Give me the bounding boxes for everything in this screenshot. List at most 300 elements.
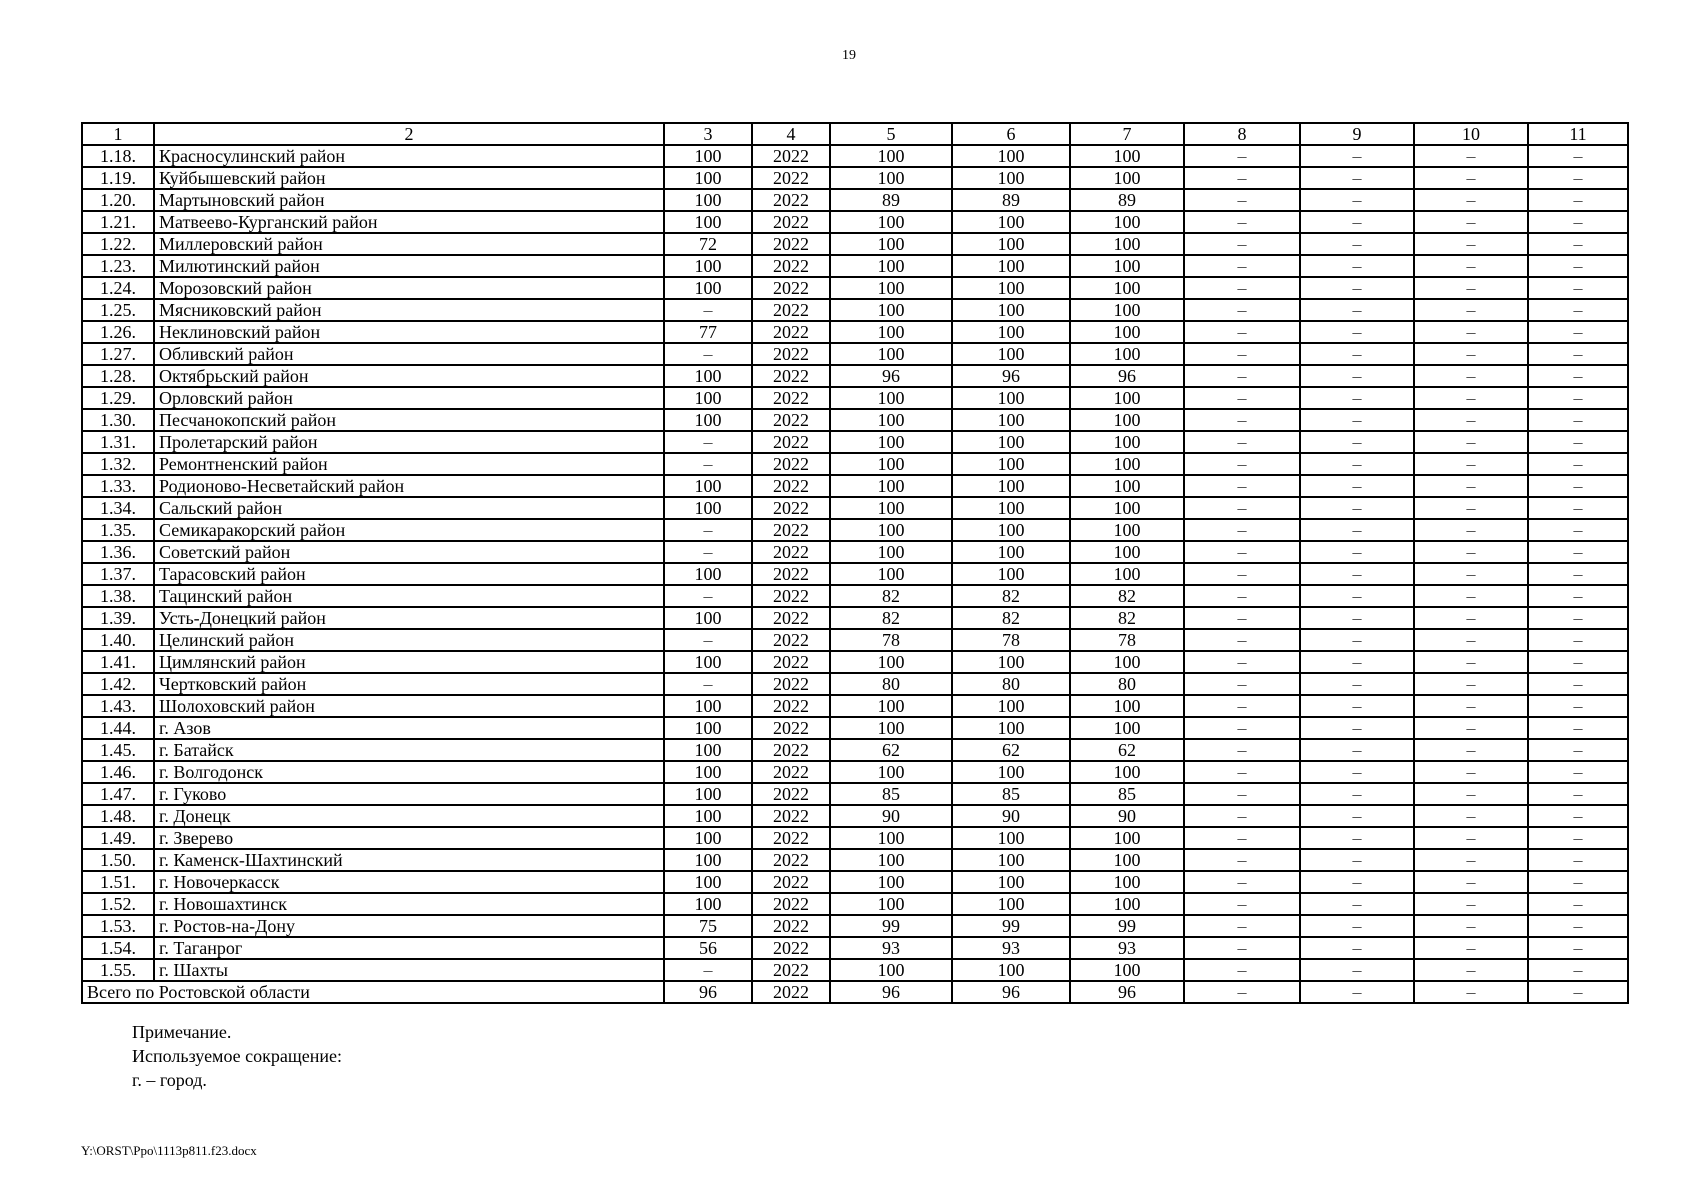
territory-name-cell: г. Новочеркасск: [154, 871, 664, 893]
value-cell: –: [1184, 233, 1300, 255]
territory-name-cell: Сальский район: [154, 497, 664, 519]
value-cell: –: [1184, 849, 1300, 871]
territory-name-cell: г. Волгодонск: [154, 761, 664, 783]
total-value-cell: 2022: [752, 981, 830, 1003]
value-cell: 100: [1070, 255, 1184, 277]
value-cell: 100: [664, 189, 752, 211]
table-row: [82, 343, 1628, 365]
row-number-cell: 1.18.: [82, 145, 154, 167]
table-row: [82, 167, 1628, 189]
value-cell: 2022: [752, 827, 830, 849]
value-cell: –: [1528, 233, 1628, 255]
value-cell: 100: [830, 563, 952, 585]
value-cell: –: [1300, 695, 1414, 717]
value-cell: –: [1414, 563, 1528, 585]
value-cell: –: [1414, 871, 1528, 893]
value-cell: 100: [830, 497, 952, 519]
value-cell: –: [1528, 915, 1628, 937]
row-number-cell: 1.20.: [82, 189, 154, 211]
table-row: [82, 475, 1628, 497]
value-cell: –: [1528, 717, 1628, 739]
value-cell: –: [1184, 563, 1300, 585]
row-number-cell: 1.33.: [82, 475, 154, 497]
row-number-cell: 1.41.: [82, 651, 154, 673]
value-cell: –: [664, 673, 752, 695]
territory-name-cell: Орловский район: [154, 387, 664, 409]
value-cell: –: [1528, 849, 1628, 871]
header-cell: 9: [1300, 123, 1414, 145]
table-row: [82, 563, 1628, 585]
value-cell: –: [1184, 651, 1300, 673]
value-cell: –: [1528, 761, 1628, 783]
value-cell: 100: [1070, 519, 1184, 541]
value-cell: 2022: [752, 365, 830, 387]
table-row: [82, 585, 1628, 607]
value-cell: –: [1414, 145, 1528, 167]
territory-name-cell: Усть-Донецкий район: [154, 607, 664, 629]
value-cell: –: [1300, 255, 1414, 277]
total-value-cell: 96: [664, 981, 752, 1003]
table-row: [82, 277, 1628, 299]
value-cell: 2022: [752, 937, 830, 959]
value-cell: 100: [952, 519, 1070, 541]
value-cell: 100: [952, 651, 1070, 673]
value-cell: 90: [952, 805, 1070, 827]
table-row: [82, 651, 1628, 673]
value-cell: –: [1528, 343, 1628, 365]
value-cell: –: [1300, 299, 1414, 321]
value-cell: –: [664, 585, 752, 607]
header-cell: 5: [830, 123, 952, 145]
value-cell: 90: [830, 805, 952, 827]
row-number-cell: 1.30.: [82, 409, 154, 431]
value-cell: –: [1528, 585, 1628, 607]
value-cell: 100: [952, 453, 1070, 475]
value-cell: 100: [830, 651, 952, 673]
value-cell: 82: [830, 585, 952, 607]
territory-name-cell: г. Азов: [154, 717, 664, 739]
value-cell: 2022: [752, 211, 830, 233]
note-line: г. – город.: [132, 1070, 207, 1090]
total-value-cell: –: [1184, 981, 1300, 1003]
value-cell: 100: [1070, 233, 1184, 255]
territory-name-cell: Тарасовский район: [154, 563, 664, 585]
territory-name-cell: Чертковский район: [154, 673, 664, 695]
value-cell: –: [1300, 915, 1414, 937]
value-cell: –: [1528, 673, 1628, 695]
value-cell: 2022: [752, 343, 830, 365]
value-cell: –: [1184, 453, 1300, 475]
table-row: [82, 233, 1628, 255]
value-cell: 2022: [752, 783, 830, 805]
value-cell: 78: [830, 629, 952, 651]
value-cell: 100: [664, 827, 752, 849]
territory-name-cell: Тацинский район: [154, 585, 664, 607]
value-cell: 100: [952, 211, 1070, 233]
value-cell: –: [1414, 409, 1528, 431]
value-cell: 82: [1070, 607, 1184, 629]
value-cell: 100: [1070, 893, 1184, 915]
value-cell: –: [1414, 189, 1528, 211]
header-cell: 10: [1414, 123, 1528, 145]
table-row: [82, 387, 1628, 409]
value-cell: –: [1414, 255, 1528, 277]
value-cell: –: [1300, 761, 1414, 783]
value-cell: –: [1528, 607, 1628, 629]
territory-name-cell: Миллеровский район: [154, 233, 664, 255]
value-cell: 100: [664, 893, 752, 915]
value-cell: 100: [664, 783, 752, 805]
row-number-cell: 1.53.: [82, 915, 154, 937]
value-cell: 100: [830, 343, 952, 365]
value-cell: 100: [952, 475, 1070, 497]
value-cell: 100: [664, 563, 752, 585]
row-number-cell: 1.46.: [82, 761, 154, 783]
value-cell: –: [1528, 629, 1628, 651]
header-cell: 3: [664, 123, 752, 145]
value-cell: –: [1184, 915, 1300, 937]
value-cell: –: [1184, 937, 1300, 959]
value-cell: 100: [952, 541, 1070, 563]
total-value-cell: 96: [952, 981, 1070, 1003]
value-cell: –: [1300, 827, 1414, 849]
value-cell: 100: [1070, 211, 1184, 233]
value-cell: –: [1300, 805, 1414, 827]
header-cell: 8: [1184, 123, 1300, 145]
value-cell: 100: [952, 343, 1070, 365]
value-cell: –: [1528, 255, 1628, 277]
value-cell: –: [1184, 717, 1300, 739]
value-cell: –: [1528, 321, 1628, 343]
value-cell: 2022: [752, 475, 830, 497]
value-cell: 100: [830, 717, 952, 739]
value-cell: 100: [952, 277, 1070, 299]
value-cell: 2022: [752, 805, 830, 827]
value-cell: –: [1414, 233, 1528, 255]
row-number-cell: 1.31.: [82, 431, 154, 453]
value-cell: 100: [1070, 321, 1184, 343]
value-cell: –: [1528, 519, 1628, 541]
value-cell: 100: [830, 475, 952, 497]
row-number-cell: 1.48.: [82, 805, 154, 827]
table-row: [82, 431, 1628, 453]
value-cell: 100: [952, 871, 1070, 893]
territory-name-cell: Родионово-Несветайский район: [154, 475, 664, 497]
value-cell: –: [1528, 409, 1628, 431]
value-cell: –: [1414, 519, 1528, 541]
value-cell: –: [1528, 871, 1628, 893]
table-row: [82, 805, 1628, 827]
table-row: [82, 783, 1628, 805]
territory-name-cell: Цимлянский район: [154, 651, 664, 673]
value-cell: 100: [664, 387, 752, 409]
value-cell: 100: [952, 145, 1070, 167]
value-cell: 100: [830, 145, 952, 167]
territory-name-cell: Матвеево-Курганский район: [154, 211, 664, 233]
value-cell: 100: [830, 519, 952, 541]
value-cell: 2022: [752, 673, 830, 695]
territory-name-cell: Красносулинский район: [154, 145, 664, 167]
value-cell: 62: [1070, 739, 1184, 761]
value-cell: 100: [664, 409, 752, 431]
value-cell: –: [1300, 145, 1414, 167]
value-cell: –: [1528, 497, 1628, 519]
value-cell: 78: [952, 629, 1070, 651]
table-row: [82, 871, 1628, 893]
value-cell: –: [1528, 827, 1628, 849]
value-cell: –: [1300, 211, 1414, 233]
value-cell: 96: [952, 365, 1070, 387]
value-cell: 100: [1070, 827, 1184, 849]
value-cell: 2022: [752, 321, 830, 343]
table-row: [82, 893, 1628, 915]
total-label-cell: Всего по Ростовской области: [82, 981, 664, 1003]
value-cell: –: [1184, 629, 1300, 651]
territory-name-cell: г. Ростов-на-Дону: [154, 915, 664, 937]
value-cell: –: [1528, 167, 1628, 189]
row-number-cell: 1.55.: [82, 959, 154, 981]
row-number-cell: 1.52.: [82, 893, 154, 915]
territory-name-cell: Мясниковский район: [154, 299, 664, 321]
value-cell: 100: [830, 453, 952, 475]
value-cell: –: [664, 299, 752, 321]
table-row: [82, 673, 1628, 695]
table-header-row: [82, 123, 1628, 145]
value-cell: 85: [952, 783, 1070, 805]
row-number-cell: 1.25.: [82, 299, 154, 321]
table-row: [82, 365, 1628, 387]
value-cell: 2022: [752, 189, 830, 211]
value-cell: 100: [664, 607, 752, 629]
value-cell: 56: [664, 937, 752, 959]
value-cell: 100: [952, 167, 1070, 189]
value-cell: 2022: [752, 717, 830, 739]
value-cell: 93: [952, 937, 1070, 959]
value-cell: –: [1414, 607, 1528, 629]
table-row: [82, 145, 1628, 167]
note-title: Примечание.: [132, 1022, 232, 1042]
value-cell: 100: [664, 739, 752, 761]
header-cell: 1: [82, 123, 154, 145]
total-value-cell: –: [1528, 981, 1628, 1003]
value-cell: 100: [664, 805, 752, 827]
value-cell: –: [1300, 739, 1414, 761]
row-number-cell: 1.28.: [82, 365, 154, 387]
value-cell: –: [1414, 761, 1528, 783]
value-cell: 100: [1070, 651, 1184, 673]
header-cell: 4: [752, 123, 830, 145]
territory-name-cell: г. Батайск: [154, 739, 664, 761]
table-row: [82, 629, 1628, 651]
value-cell: 100: [952, 717, 1070, 739]
value-cell: –: [1414, 893, 1528, 915]
value-cell: –: [1300, 541, 1414, 563]
row-number-cell: 1.44.: [82, 717, 154, 739]
row-number-cell: 1.51.: [82, 871, 154, 893]
value-cell: –: [1184, 321, 1300, 343]
value-cell: 100: [664, 695, 752, 717]
value-cell: –: [1300, 959, 1414, 981]
value-cell: –: [1300, 871, 1414, 893]
value-cell: 100: [1070, 453, 1184, 475]
header-cell: 11: [1528, 123, 1628, 145]
row-number-cell: 1.49.: [82, 827, 154, 849]
territory-name-cell: Семикаракорский район: [154, 519, 664, 541]
value-cell: 2022: [752, 739, 830, 761]
value-cell: –: [1528, 299, 1628, 321]
value-cell: 100: [1070, 541, 1184, 563]
row-number-cell: 1.27.: [82, 343, 154, 365]
value-cell: –: [1414, 629, 1528, 651]
value-cell: 100: [664, 497, 752, 519]
value-cell: 100: [952, 321, 1070, 343]
value-cell: –: [1528, 893, 1628, 915]
value-cell: 100: [664, 871, 752, 893]
value-cell: –: [1300, 475, 1414, 497]
value-cell: 2022: [752, 761, 830, 783]
value-cell: 100: [952, 761, 1070, 783]
value-cell: 93: [830, 937, 952, 959]
value-cell: 100: [952, 959, 1070, 981]
value-cell: –: [1300, 651, 1414, 673]
table-row: [82, 739, 1628, 761]
value-cell: 100: [952, 255, 1070, 277]
value-cell: 82: [952, 585, 1070, 607]
value-cell: –: [664, 541, 752, 563]
page-number: 19: [842, 48, 856, 63]
value-cell: 72: [664, 233, 752, 255]
table-row: [82, 211, 1628, 233]
value-cell: –: [1184, 805, 1300, 827]
value-cell: –: [1300, 431, 1414, 453]
value-cell: –: [664, 629, 752, 651]
value-cell: –: [1300, 497, 1414, 519]
value-cell: 100: [952, 695, 1070, 717]
value-cell: 2022: [752, 541, 830, 563]
value-cell: 80: [830, 673, 952, 695]
value-cell: 100: [830, 959, 952, 981]
header-cell: 6: [952, 123, 1070, 145]
value-cell: 89: [830, 189, 952, 211]
value-cell: 2022: [752, 453, 830, 475]
table-row: [82, 409, 1628, 431]
territory-name-cell: г. Таганрог: [154, 937, 664, 959]
value-cell: 89: [952, 189, 1070, 211]
value-cell: 100: [830, 233, 952, 255]
row-number-cell: 1.45.: [82, 739, 154, 761]
row-number-cell: 1.24.: [82, 277, 154, 299]
value-cell: –: [1300, 409, 1414, 431]
row-number-cell: 1.40.: [82, 629, 154, 651]
value-cell: –: [1300, 343, 1414, 365]
value-cell: 100: [952, 431, 1070, 453]
territory-name-cell: Октябрьский район: [154, 365, 664, 387]
value-cell: 100: [830, 321, 952, 343]
value-cell: –: [1184, 673, 1300, 695]
value-cell: –: [1300, 519, 1414, 541]
value-cell: 100: [664, 167, 752, 189]
value-cell: 100: [664, 717, 752, 739]
value-cell: –: [1414, 431, 1528, 453]
value-cell: –: [1414, 849, 1528, 871]
value-cell: 100: [664, 365, 752, 387]
value-cell: 100: [830, 277, 952, 299]
table-row: [82, 959, 1628, 981]
row-number-cell: 1.37.: [82, 563, 154, 585]
value-cell: 2022: [752, 299, 830, 321]
total-row: [82, 981, 1628, 1003]
value-cell: 100: [1070, 563, 1184, 585]
territory-name-cell: Ремонтненский район: [154, 453, 664, 475]
value-cell: –: [1184, 365, 1300, 387]
value-cell: –: [664, 431, 752, 453]
value-cell: –: [1414, 167, 1528, 189]
value-cell: 100: [664, 277, 752, 299]
value-cell: –: [1414, 695, 1528, 717]
value-cell: 100: [664, 145, 752, 167]
value-cell: 100: [1070, 167, 1184, 189]
value-cell: –: [1414, 453, 1528, 475]
value-cell: –: [1414, 365, 1528, 387]
value-cell: –: [1528, 189, 1628, 211]
value-cell: –: [1184, 739, 1300, 761]
file-path-footer: Y:\ORST\Ppo\1113p811.f23.docx: [81, 1143, 257, 1158]
value-cell: –: [1300, 321, 1414, 343]
value-cell: –: [1414, 783, 1528, 805]
value-cell: –: [1184, 475, 1300, 497]
value-cell: 100: [664, 475, 752, 497]
territory-name-cell: Песчанокопский район: [154, 409, 664, 431]
value-cell: –: [1414, 585, 1528, 607]
value-cell: –: [1300, 585, 1414, 607]
value-cell: 100: [1070, 959, 1184, 981]
value-cell: 100: [830, 827, 952, 849]
value-cell: 100: [664, 255, 752, 277]
value-cell: –: [1300, 783, 1414, 805]
value-cell: 99: [952, 915, 1070, 937]
value-cell: –: [1414, 475, 1528, 497]
territory-name-cell: Шолоховский район: [154, 695, 664, 717]
value-cell: 100: [830, 849, 952, 871]
value-cell: –: [1184, 343, 1300, 365]
row-number-cell: 1.21.: [82, 211, 154, 233]
value-cell: –: [1528, 563, 1628, 585]
value-cell: 100: [664, 211, 752, 233]
table-row: [82, 827, 1628, 849]
territory-name-cell: Мартыновский район: [154, 189, 664, 211]
total-value-cell: 96: [1070, 981, 1184, 1003]
value-cell: 100: [1070, 717, 1184, 739]
value-cell: –: [1414, 541, 1528, 563]
value-cell: 96: [1070, 365, 1184, 387]
value-cell: –: [1184, 893, 1300, 915]
territory-name-cell: г. Шахты: [154, 959, 664, 981]
value-cell: 100: [1070, 145, 1184, 167]
value-cell: –: [1184, 827, 1300, 849]
value-cell: 96: [830, 365, 952, 387]
value-cell: –: [1528, 277, 1628, 299]
row-number-cell: 1.32.: [82, 453, 154, 475]
value-cell: 2022: [752, 519, 830, 541]
value-cell: 2022: [752, 959, 830, 981]
territory-name-cell: Милютинский район: [154, 255, 664, 277]
value-cell: –: [1184, 211, 1300, 233]
value-cell: –: [1184, 431, 1300, 453]
value-cell: –: [1300, 387, 1414, 409]
value-cell: 100: [952, 233, 1070, 255]
value-cell: 99: [1070, 915, 1184, 937]
value-cell: –: [1300, 629, 1414, 651]
